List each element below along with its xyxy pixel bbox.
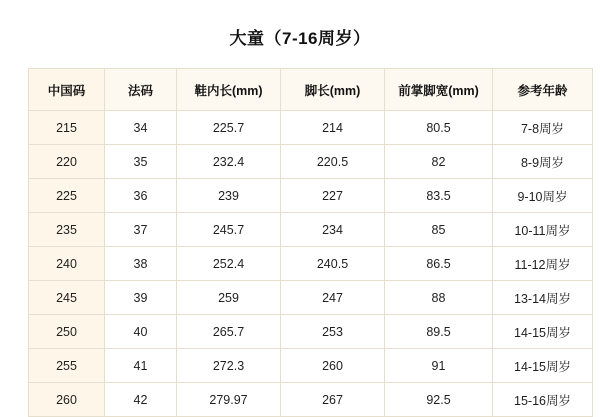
- cell-eu-size: 39: [105, 281, 177, 315]
- cell-reference-age: 9-10周岁: [493, 179, 593, 213]
- cell-reference-age: 13-14周岁: [493, 281, 593, 315]
- table-row: [29, 349, 593, 383]
- cell-foot-length: 260: [281, 349, 385, 383]
- cell-eu-size: 42: [105, 383, 177, 417]
- cell-foot-length: 227: [281, 179, 385, 213]
- column-header-inner-length: 鞋内长(mm): [177, 69, 281, 111]
- cell-eu-size: 41: [105, 349, 177, 383]
- cell-inner-length: 279.97: [177, 383, 281, 417]
- column-header-eu-size: 法码: [105, 69, 177, 111]
- cell-china-size: 240: [29, 247, 105, 281]
- cell-inner-length: 265.7: [177, 315, 281, 349]
- cell-eu-size: 36: [105, 179, 177, 213]
- cell-forefoot-width: 82: [385, 145, 493, 179]
- cell-forefoot-width: 83.5: [385, 179, 493, 213]
- cell-eu-size: 37: [105, 213, 177, 247]
- cell-china-size: 255: [29, 349, 105, 383]
- cell-china-size: 235: [29, 213, 105, 247]
- cell-forefoot-width: 91: [385, 349, 493, 383]
- cell-china-size: 215: [29, 111, 105, 145]
- table-header-row: [29, 69, 593, 111]
- cell-inner-length: 232.4: [177, 145, 281, 179]
- cell-foot-length: 234: [281, 213, 385, 247]
- cell-foot-length: 247: [281, 281, 385, 315]
- cell-reference-age: 14-15周岁: [493, 349, 593, 383]
- cell-reference-age: 8-9周岁: [493, 145, 593, 179]
- table-row: [29, 383, 593, 417]
- cell-inner-length: 225.7: [177, 111, 281, 145]
- cell-china-size: 245: [29, 281, 105, 315]
- cell-reference-age: 10-11周岁: [493, 213, 593, 247]
- size-table-container: [28, 68, 572, 417]
- table-row: [29, 213, 593, 247]
- cell-eu-size: 38: [105, 247, 177, 281]
- size-table: [28, 68, 593, 417]
- cell-foot-length: 214: [281, 111, 385, 145]
- cell-eu-size: 34: [105, 111, 177, 145]
- column-header-china-size: 中国码: [29, 69, 105, 111]
- cell-forefoot-width: 89.5: [385, 315, 493, 349]
- table-row: [29, 145, 593, 179]
- column-header-forefoot-width: 前掌脚宽(mm): [385, 69, 493, 111]
- column-header-reference-age: 参考年龄: [493, 69, 593, 111]
- table-body: [29, 111, 593, 417]
- cell-forefoot-width: 80.5: [385, 111, 493, 145]
- cell-china-size: 260: [29, 383, 105, 417]
- cell-eu-size: 40: [105, 315, 177, 349]
- cell-reference-age: 14-15周岁: [493, 315, 593, 349]
- cell-forefoot-width: 86.5: [385, 247, 493, 281]
- cell-china-size: 225: [29, 179, 105, 213]
- cell-eu-size: 35: [105, 145, 177, 179]
- page-title: 大童（7-16周岁）: [229, 29, 371, 48]
- table-row: [29, 247, 593, 281]
- cell-foot-length: 220.5: [281, 145, 385, 179]
- cell-forefoot-width: 92.5: [385, 383, 493, 417]
- cell-reference-age: 7-8周岁: [493, 111, 593, 145]
- cell-inner-length: 259: [177, 281, 281, 315]
- table-row: [29, 179, 593, 213]
- cell-forefoot-width: 85: [385, 213, 493, 247]
- table-row: [29, 315, 593, 349]
- cell-inner-length: 239: [177, 179, 281, 213]
- cell-reference-age: 11-12周岁: [493, 247, 593, 281]
- cell-foot-length: 240.5: [281, 247, 385, 281]
- cell-china-size: 250: [29, 315, 105, 349]
- table-header: [29, 69, 593, 111]
- table-row: [29, 281, 593, 315]
- cell-foot-length: 267: [281, 383, 385, 417]
- cell-forefoot-width: 88: [385, 281, 493, 315]
- cell-inner-length: 252.4: [177, 247, 281, 281]
- cell-foot-length: 253: [281, 315, 385, 349]
- cell-inner-length: 272.3: [177, 349, 281, 383]
- column-header-foot-length: 脚长(mm): [281, 69, 385, 111]
- cell-reference-age: 15-16周岁: [493, 383, 593, 417]
- table-row: [29, 111, 593, 145]
- cell-china-size: 220: [29, 145, 105, 179]
- cell-inner-length: 245.7: [177, 213, 281, 247]
